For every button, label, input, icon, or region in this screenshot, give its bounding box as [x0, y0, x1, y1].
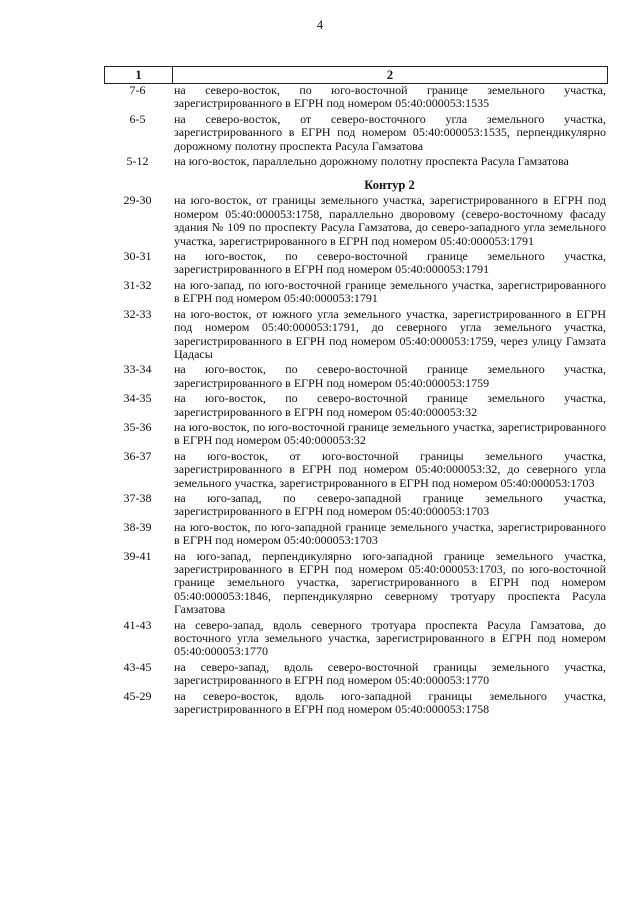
segment-description: на юго-запад, по северо-западной границе земельного участка, зарегистрированного в ЕГРН под номером 05:40:000053:1703 [174, 490, 606, 519]
segment-description: на юго-запад, перпендикулярно юго-западной границе земельного участка, зарегистрированного в ЕГРН под номером 05:40:000053:1703, по юго-восточной границе земельного участка, зарегистрированного в ЕГРН под номером 05:40:000053:1846, перпендикулярно северному тротуару проспекта Расула Гамзатова [174, 548, 606, 617]
table-row [104, 550, 608, 617]
segment-number: 35-36 [123, 419, 152, 434]
table-row [104, 492, 608, 519]
table-row [104, 113, 608, 153]
table-row [104, 155, 608, 168]
table-row [104, 392, 608, 419]
segment-number: 33-34 [123, 362, 152, 377]
segment-description: на северо-восток, по юго-восточной границе земельного участка, зарегистрированного в ЕГРН под номером 05:40:000053:1535 [174, 83, 606, 111]
segment-number: 41-43 [123, 617, 152, 632]
table-header [104, 66, 608, 84]
segment-number: 34-35 [123, 391, 152, 406]
segment-number: 36-37 [123, 448, 152, 463]
contour-2-rows [104, 194, 608, 716]
segment-number: 6-5 [129, 111, 146, 126]
segment-description: на северо-запад, вдоль северного тротуара проспекта Расула Гамзатова, до восточного угла земельного участка, зарегистрированного в ЕГРН под номером 05:40:000053:1770 [174, 617, 606, 659]
segment-number: 37-38 [123, 490, 152, 505]
segment-description: на северо-запад, вдоль северо-восточной границы земельного участка, зарегистрированного в ЕГРН под номером 05:40:000053:1770 [174, 659, 606, 688]
header-column-2: 2 [386, 68, 394, 82]
segment-number: 31-32 [123, 277, 152, 292]
table-row [104, 279, 608, 306]
table-row [104, 421, 608, 448]
table-row [104, 690, 608, 717]
segment-description: на юго-восток, по юго-западной границе земельного участка, зарегистрированного в ЕГРН под номером 05:40:000053:1703 [174, 519, 606, 548]
table-row [104, 661, 608, 688]
segment-description: на юго-восток, по северо-восточной границе земельного участка, зарегистрированного в ЕГРН под номером 05:40:000053:32 [174, 391, 606, 419]
table-row [104, 363, 608, 390]
segment-description: на юго-восток, от южного угла земельного участка, зарегистрированного в ЕГРН под номером 05:40:000053:1791, до северного угла земельного участка, зарегистрированного в ЕГРН под номером 05:40:000053:1759, через улицу Гамзата Цадасы [174, 306, 606, 361]
segment-number: 5-12 [126, 154, 149, 169]
segment-number: 43-45 [123, 659, 152, 674]
segment-description: на юго-восток, по северо-восточной границе земельного участка, зарегистрированного в ЕГРН под номером 05:40:000053:1791 [174, 249, 606, 277]
table-row [104, 619, 608, 659]
segment-description: на юго-восток, от границы земельного участка, зарегистрированного в ЕГРН под номером 05:40:000053:1758, параллельно дворовому (северо-восточному фасаду здания № 109 по проспекту Расула Гамзатова, до северо-западного угла земельного участка, зарегистрированного в ЕГРН под номером 05:40:000053:1791 [174, 193, 606, 248]
table-row [104, 450, 608, 490]
segment-description: на северо-восток, от северо-восточного угла земельного участка, зарегистрированного в ЕГРН под номером 05:40:000053:1535, перпендикулярно дорожному полотну проспекта Расула Гамзатова [174, 111, 606, 153]
segment-number: 32-33 [123, 306, 152, 321]
table-row [104, 308, 608, 362]
segment-description: на юго-восток, по юго-восточной границе земельного участка, зарегистрированного в ЕГРН под номером 05:40:000053:32 [174, 419, 606, 448]
segment-number: 39-41 [123, 548, 152, 563]
contour-1-rows [104, 84, 608, 168]
segment-number: 38-39 [123, 519, 152, 534]
segment-number: 29-30 [123, 193, 152, 208]
segment-description: на юго-восток, от юго-восточной границы земельного участка, зарегистрированного в ЕГРН под номером 05:40:000053:32, до северного угла земельного участка, зарегистрированного в ЕГРН под номером 05:40:000053:1703 [174, 448, 606, 490]
header-column-1: 1 [105, 67, 173, 83]
contour-2-title: Контур 2 [364, 178, 415, 193]
table-row [104, 521, 608, 548]
segment-number: 30-31 [123, 249, 152, 264]
segment-description: на юго-восток, по северо-восточной границе земельного участка, зарегистрированного в ЕГРН под номером 05:40:000053:1759 [174, 362, 606, 390]
segment-description: на северо-восток, вдоль юго-западной границы земельного участка, зарегистрированного в ЕГРН под номером 05:40:000053:1758 [174, 688, 606, 717]
segment-number: 7-6 [129, 83, 146, 97]
table-row [104, 84, 608, 111]
segment-description: на юго-запад, по юго-восточной границе земельного участка, зарегистрированного в ЕГРН под номером 05:40:000053:1791 [174, 277, 606, 306]
table-row [104, 250, 608, 277]
segment-description: на юго-восток, параллельно дорожному полотну проспекта Расула Гамзатова [174, 154, 569, 169]
table-row [104, 194, 608, 248]
boundary-description-table [104, 66, 608, 718]
segment-number: 45-29 [123, 688, 152, 703]
page-number: 4 [316, 18, 324, 32]
